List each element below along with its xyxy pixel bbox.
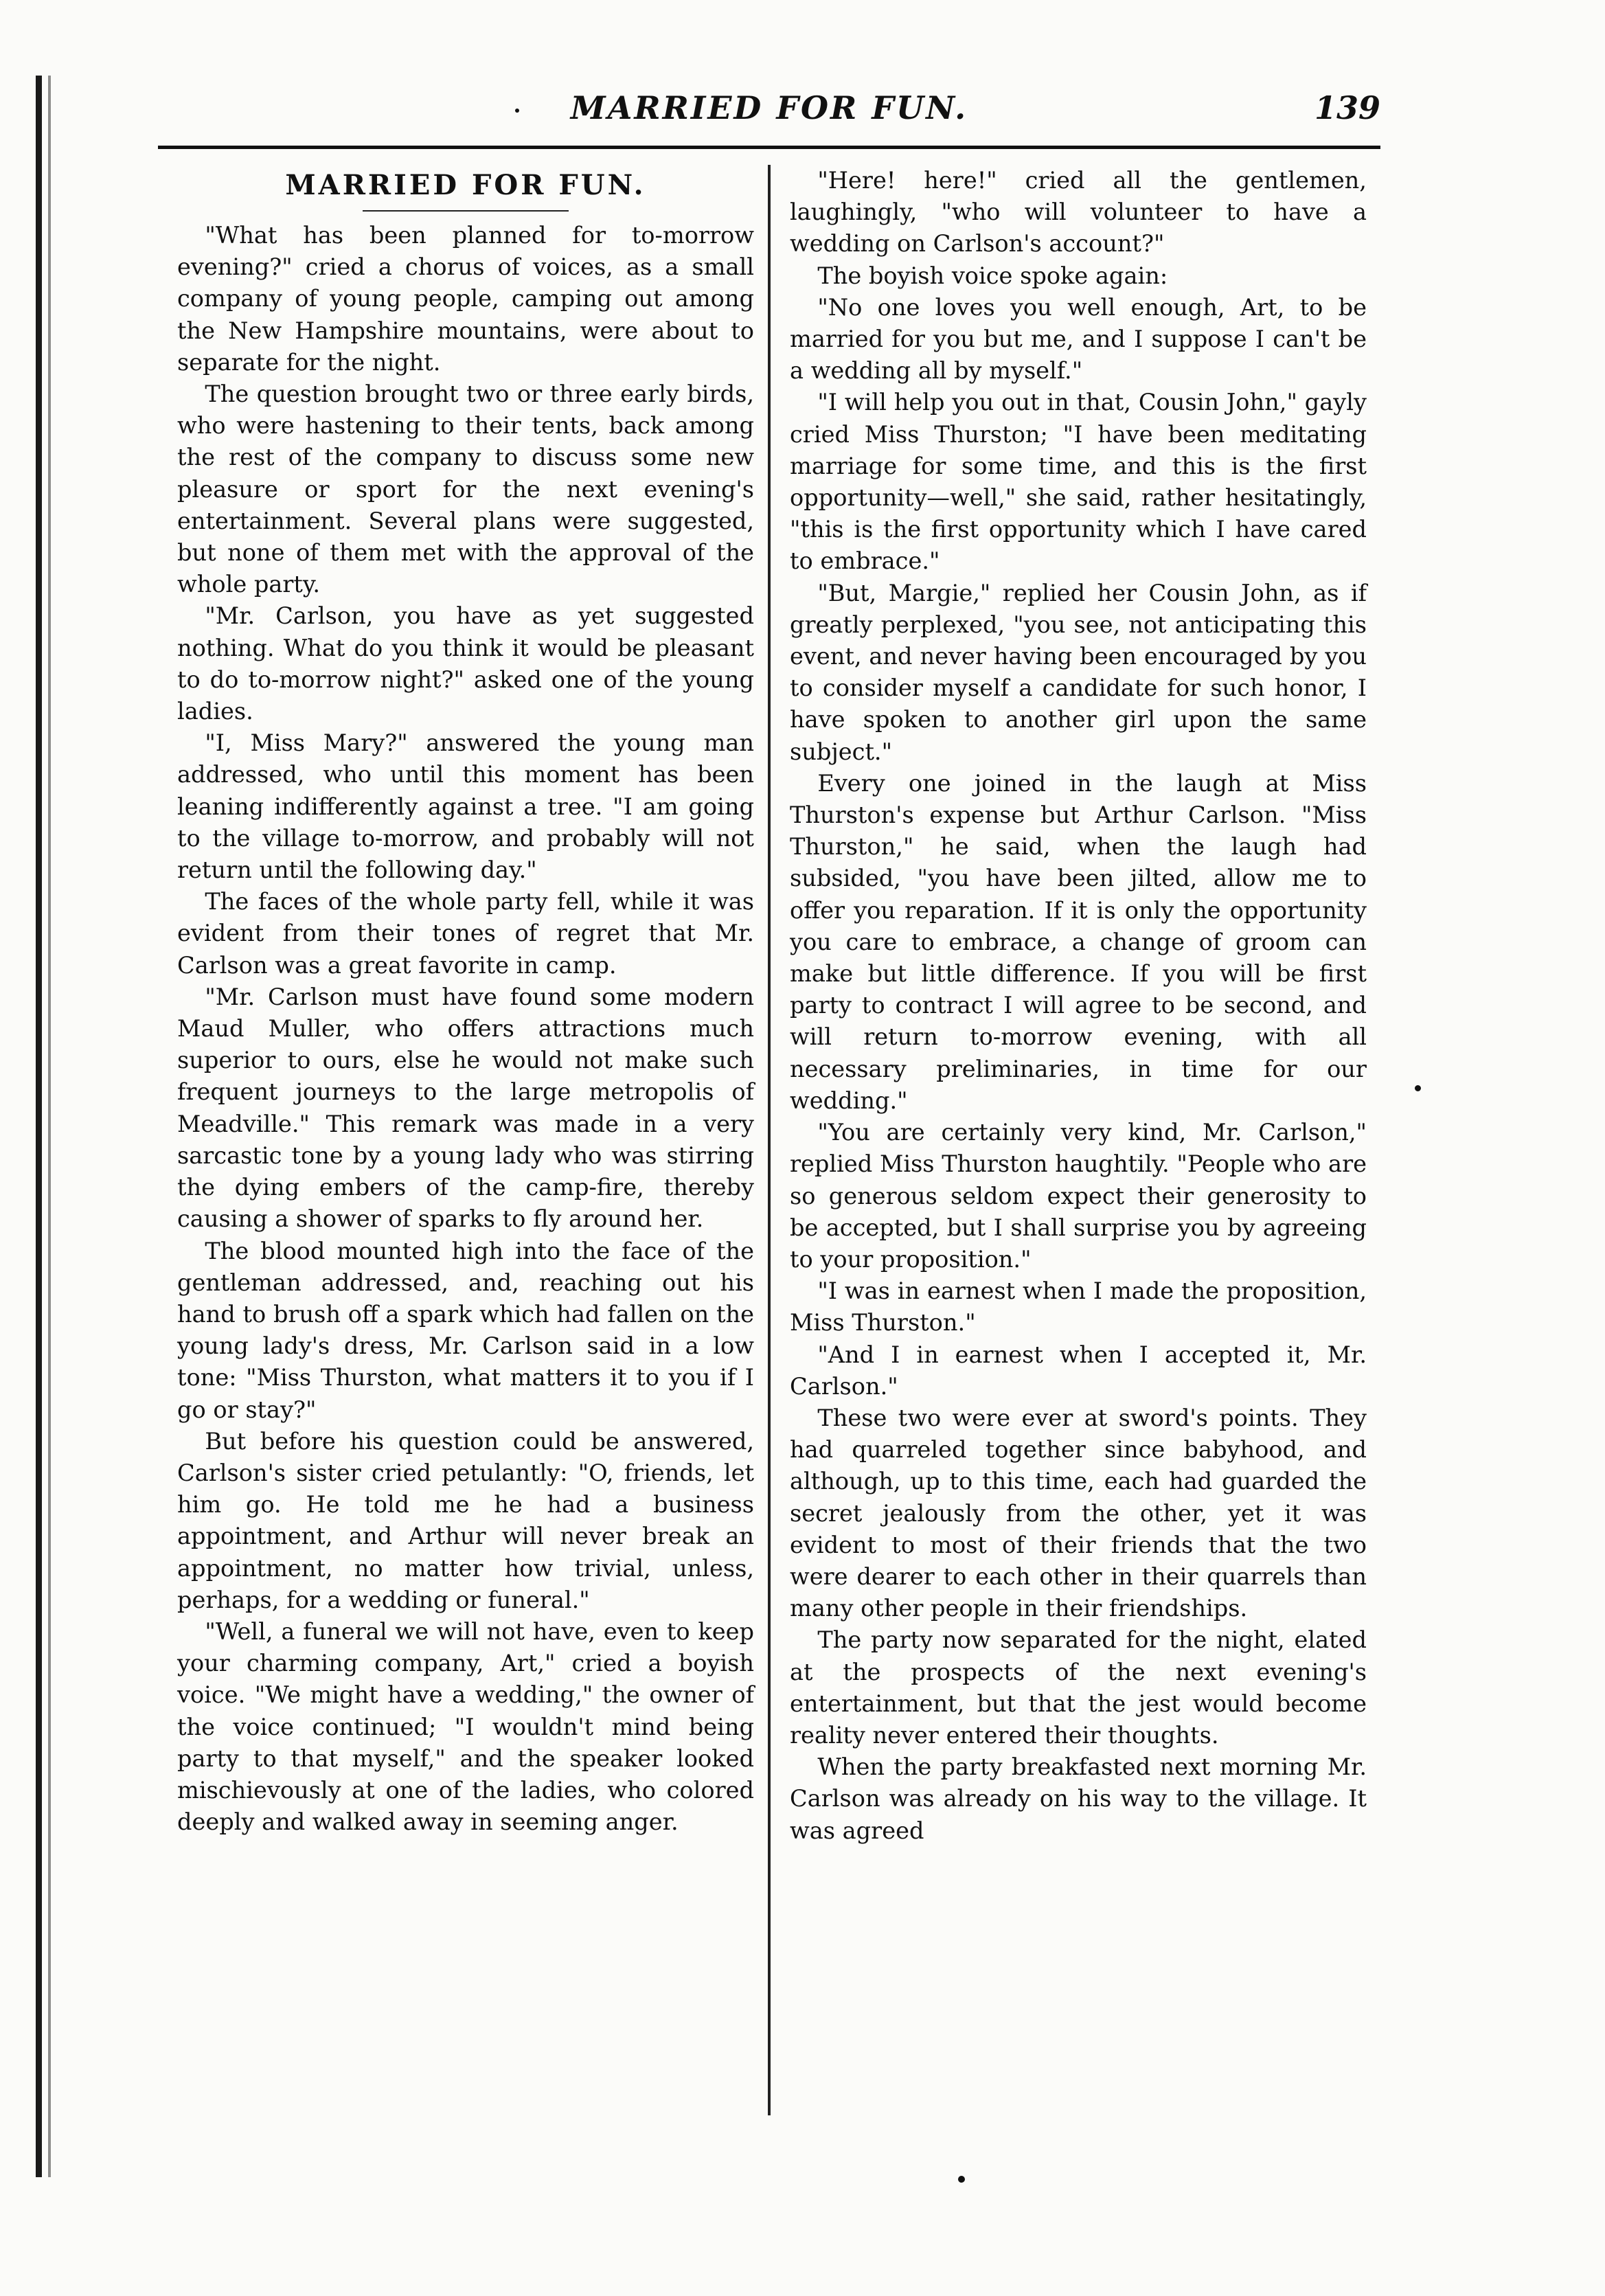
ink-speck [1415, 1085, 1421, 1091]
running-header [158, 82, 1380, 137]
binding-edge [48, 76, 51, 2177]
paragraph: Every one joined in the laugh at Miss Thurston's expense but Arthur Carlson. "Miss Thurston," he said, when the laugh had subsided, "you have been jilted, allow me to offer you reparation. If it is only the opportunity you care to embrace, a change of groom can make but little difference. If you will be first party to contract I will agree to be second, and will return to-morrow evening, with all necessary preliminaries, in time for our wedding." [790, 769, 1367, 1114]
page-number: 139 [1314, 89, 1380, 126]
paragraph: "I was in earnest when I made the proposition, Miss Thurston." [790, 1277, 1367, 1337]
article-title: MARRIED FOR FUN. [285, 169, 646, 201]
paragraph: The boyish voice spoke again: [817, 262, 1168, 289]
header-rule [158, 146, 1380, 149]
paragraph: But before his question could be answered, Carlson's sister cried petulantly: "O, friends, let him go. He told me he had a business appointment, and Arthur will never break an appointment, no matter how trivial, unless, perhaps, for a wedding or funeral." [177, 1427, 754, 1613]
paragraph: "What has been planned for to-morrow evening?" cried a chorus of voices, as a small company of young people, camping out among the New Hampshire mountains, were about to separate for the night. [177, 222, 754, 376]
paragraph: "Mr. Carlson, you have as yet suggested nothing. What do you think it would be pleasant to do to-morrow night?" asked one of the young ladies. [177, 602, 754, 725]
paragraph: "And I in earnest when I accepted it, Mr. Carlson." [790, 1341, 1367, 1400]
running-title: MARRIED FOR FUN. [570, 89, 968, 126]
ink-speck [958, 2176, 965, 2183]
paragraph: "I, Miss Mary?" answered the young man addressed, who until this moment has been leaning indifferently against a tree. "I am going to the village to-morrow, and probably will not return until the following day." [177, 729, 754, 884]
title-rule [363, 210, 569, 212]
left-column [177, 165, 754, 1838]
paragraph: The party now separated for the night, elated at the prospects of the next evening's entertainment, but that the jest would become reality never entered their thoughts. [790, 1626, 1367, 1749]
paragraph: These two were ever at sword's points. They had quarreled together since babyhood, and although, up to this time, each had guarded the secret jealously from the other, yet it was evident to most of their friends that the two were dearer to each other in their quarrels than many other people in their friendships. [790, 1404, 1367, 1622]
ink-speck [515, 109, 519, 113]
paragraph: "But, Margie," replied her Cousin John, as if greatly perplexed, "you see, not anticipating this event, and never having been encouraged by you to consider myself a candidate for such honor, I have spoken to another girl upon the same subject." [790, 579, 1367, 765]
paragraph: When the party breakfasted next morning Mr. Carlson was already on his way to the village. It was agreed [790, 1753, 1367, 1844]
right-column [790, 165, 1367, 1847]
binding-shadow [36, 76, 42, 2177]
paragraph: "I will help you out in that, Cousin John," gayly cried Miss Thurston; "I have been meditating marriage for some time, and this is the first opportunity—well," she said, rather hesitatingly, "this is the first opportunity which I have cared to embrace." [790, 389, 1367, 575]
paragraph: "Well, a funeral we will not have, even to keep your charming company, Art," cried a boyish voice. "We might have a wedding," the owner of the voice continued; "I wouldn't mind being party to that myself," and the speaker looked mischievously at one of the ladies, who colored deeply and walked away in seeming anger. [177, 1617, 754, 1836]
paragraph: "Here! here!" cried all the gentlemen, laughingly, "who will volunteer to have a wedding on Carlson's account?" [790, 167, 1367, 258]
paragraph: The blood mounted high into the face of the gentleman addressed, and, reaching out his hand to brush off a spark which had fallen on the young lady's dress, Mr. Carlson said in a low tone: "Miss Thurston, what matters it to you if I go or stay?" [177, 1237, 754, 1423]
column-divider [768, 165, 771, 2115]
paragraph: The faces of the whole party fell, while it was evident from their tones of regret that Mr. Carlson was a great favorite in camp. [177, 888, 754, 979]
paragraph: "Mr. Carlson must have found some modern Maud Muller, who offers attractions much superior to ours, else he would not make such frequent journeys to the large metropolis of Meadville." This remark was made in a very sarcastic tone by a young lady who was stirring the dying embers of the camp-fire, thereby causing a shower of sparks to fly around her. [177, 983, 754, 1233]
paragraph: The question brought two or three early birds, who were hastening to their tents, back among the rest of the company to discuss some new pleasure or sport for the next evening's entertainment. Several plans were suggested, but none of them met with the approval of the whole party. [177, 380, 754, 598]
paragraph: "You are certainly very kind, Mr. Carlson," replied Miss Thurston haughtily. "People who are so generous seldom expect their generosity to be accepted, but I shall surprise you by agreeing to your proposition." [790, 1119, 1367, 1273]
paragraph: "No one loves you well enough, Art, to be married for you but me, and I suppose I can't be a wedding all by myself." [790, 293, 1367, 385]
